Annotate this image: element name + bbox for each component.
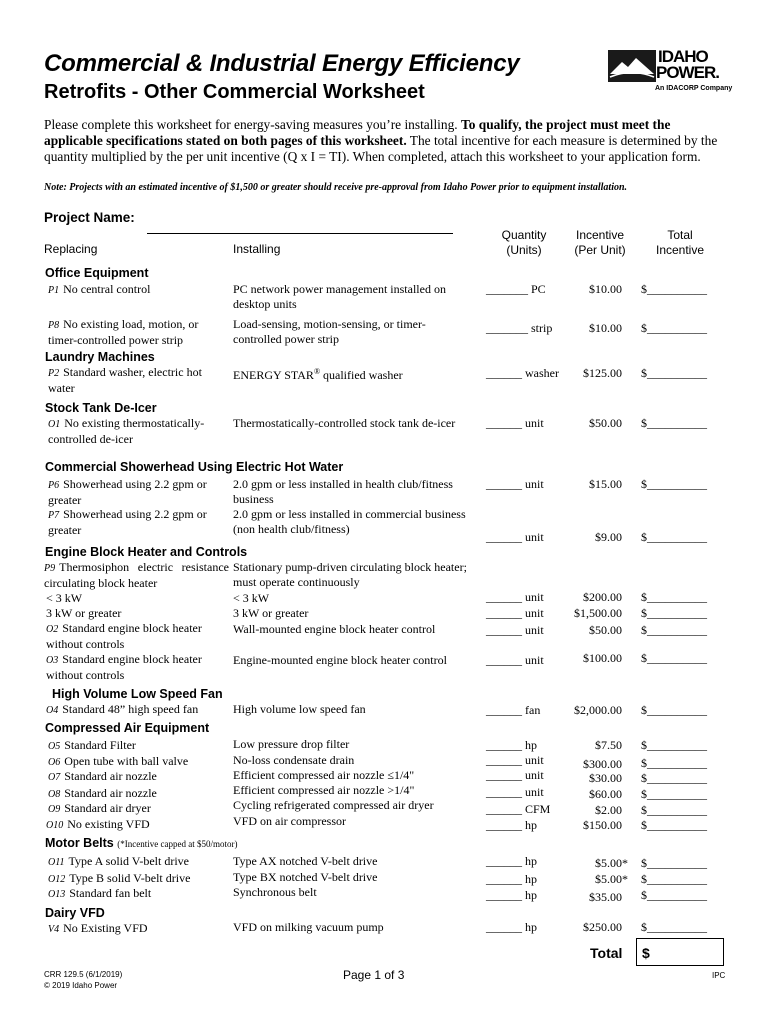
row-p1-quantity[interactable]: _______ PC bbox=[486, 282, 546, 296]
project-name-field[interactable] bbox=[147, 217, 453, 234]
row-o8-quantity[interactable]: ______ unit bbox=[486, 785, 544, 799]
row-o11-incentive: $5.00* bbox=[595, 856, 628, 870]
total-label: Total bbox=[590, 945, 623, 961]
row-o11-total[interactable]: $__________ bbox=[641, 856, 707, 870]
row-o9-incentive: $2.00 bbox=[595, 803, 622, 817]
row-p1-replacing: P1 No central control bbox=[48, 282, 151, 296]
row-p6-total[interactable]: $__________ bbox=[641, 477, 707, 491]
row-o13-quantity[interactable]: ______ hp bbox=[486, 888, 537, 902]
project-name-label: Project Name: bbox=[44, 210, 135, 225]
row-v4-incentive: $250.00 bbox=[583, 920, 622, 934]
row-o11-quantity[interactable]: ______ hp bbox=[486, 854, 537, 868]
row-o12-incentive: $5.00* bbox=[595, 872, 628, 886]
row-o7-total[interactable]: $__________ bbox=[641, 771, 707, 785]
logo-text-line1: IDAHO bbox=[658, 47, 708, 66]
row-o6-total[interactable]: $__________ bbox=[641, 756, 707, 770]
row-p9b-replacing: 3 kW or greater bbox=[46, 606, 122, 620]
col-installing: Installing bbox=[233, 242, 281, 256]
row-o9-total[interactable]: $__________ bbox=[641, 803, 707, 817]
row-o6-installing: No-loss condensate drain bbox=[233, 753, 355, 767]
row-o1-installing: Thermostatically-controlled stock tank de-icer bbox=[233, 416, 456, 430]
col-total: Total Incentive bbox=[655, 228, 705, 257]
row-o12-quantity[interactable]: ______ hp bbox=[486, 872, 537, 886]
row-o10-replacing: O10 No existing VFD bbox=[46, 817, 150, 831]
category-engine-block-heater: Engine Block Heater and Controls bbox=[45, 545, 248, 559]
logo-mountain-icon bbox=[608, 50, 656, 82]
row-o9-replacing: O9 Standard air dryer bbox=[48, 801, 151, 815]
logo-text-line2: POWER. bbox=[656, 63, 719, 82]
row-p2-total[interactable]: $__________ bbox=[641, 366, 707, 380]
row-o12-installing: Type BX notched V-belt drive bbox=[233, 870, 378, 884]
row-o4-total[interactable]: $__________ bbox=[641, 703, 707, 717]
row-p9b-quantity[interactable]: ______ unit bbox=[486, 606, 544, 620]
row-o3-total[interactable]: $__________ bbox=[641, 651, 707, 665]
row-o8-installing: Efficient compressed air nozzle >1/4" bbox=[233, 783, 415, 797]
row-o9-installing: Cycling refrigerated compressed air dryer bbox=[233, 798, 434, 812]
row-p9b-installing: 3 kW or greater bbox=[233, 606, 309, 620]
row-o12-replacing: O12 Type B solid V-belt drive bbox=[48, 871, 191, 885]
col-replacing: Replacing bbox=[44, 242, 98, 256]
row-v4-installing: VFD on milking vacuum pump bbox=[233, 920, 384, 934]
row-o7-incentive: $30.00 bbox=[589, 771, 622, 785]
row-o1-replacing: O1 No existing thermostatically-controlled de-icer bbox=[48, 416, 205, 446]
row-o1-total[interactable]: $__________ bbox=[641, 416, 707, 430]
total-field[interactable] bbox=[636, 938, 724, 966]
row-p1-total[interactable]: $__________ bbox=[641, 282, 707, 296]
row-o12-total[interactable]: $__________ bbox=[641, 872, 707, 886]
motor-belts-cap-note: (*Incentive capped at $50/motor) bbox=[117, 839, 238, 849]
row-o7-quantity[interactable]: ______ unit bbox=[486, 768, 544, 782]
row-o5-replacing: O5 Standard Filter bbox=[48, 738, 136, 752]
row-o8-replacing: O8 Standard air nozzle bbox=[48, 786, 157, 800]
row-o8-incentive: $60.00 bbox=[589, 787, 622, 801]
row-o3-installing: Engine-mounted engine block heater control bbox=[233, 653, 447, 667]
row-p9-replacing: P9 Thermosiphon electric resistance circulating block heater bbox=[44, 560, 229, 590]
row-o10-installing: VFD on air compressor bbox=[233, 814, 346, 828]
row-o10-incentive: $150.00 bbox=[583, 818, 622, 832]
row-v4-quantity[interactable]: ______ hp bbox=[486, 920, 537, 934]
row-o2-quantity[interactable]: ______ unit bbox=[486, 623, 544, 637]
row-o13-incentive: $35.00 bbox=[589, 890, 622, 904]
row-o5-total[interactable]: $__________ bbox=[641, 738, 707, 752]
row-o13-installing: Synchronous belt bbox=[233, 885, 317, 899]
row-o6-replacing: O6 Open tube with ball valve bbox=[48, 754, 189, 768]
row-v4-replacing: V4 No Existing VFD bbox=[48, 921, 148, 935]
row-p6-replacing: P6 Showerhead using 2.2 gpm or greater bbox=[48, 477, 207, 507]
page-title: Commercial & Industrial Energy Efficiency bbox=[44, 50, 520, 77]
row-p7-incentive: $9.00 bbox=[595, 530, 622, 544]
row-v4-total[interactable]: $__________ bbox=[641, 920, 707, 934]
row-o5-installing: Low pressure drop filter bbox=[233, 737, 350, 751]
intro-bold: To qualify, the project must meet the applicable specifications stated on both pages of this worksheet. bbox=[44, 117, 671, 148]
category-commercial-showerhead: Commercial Showerhead Using Electric Hot Water bbox=[45, 460, 344, 474]
row-p7-quantity[interactable]: ______ unit bbox=[486, 530, 544, 544]
row-p7-total[interactable]: $__________ bbox=[641, 530, 707, 544]
row-p9a-installing: < 3 kW bbox=[233, 591, 270, 605]
col-incentive: Incentive (Per Unit) bbox=[574, 228, 626, 257]
row-o4-incentive: $2,000.00 bbox=[574, 703, 622, 717]
row-o4-quantity[interactable]: ______ fan bbox=[486, 703, 541, 717]
row-o5-incentive: $7.50 bbox=[595, 738, 622, 752]
row-o13-replacing: O13 Standard fan belt bbox=[48, 886, 152, 900]
row-p8-total[interactable]: $__________ bbox=[641, 321, 707, 335]
category-laundry-machines: Laundry Machines bbox=[45, 350, 155, 364]
category-office-equipment: Office Equipment bbox=[45, 266, 149, 280]
row-p8-installing: Load-sensing, motion-sensing, or timer-controlled power strip bbox=[233, 317, 426, 346]
row-p2-incentive: $125.00 bbox=[583, 366, 622, 380]
row-o9-quantity[interactable]: ______ CFM bbox=[486, 802, 551, 816]
row-p2-replacing: P2 Standard washer, electric hot water bbox=[48, 365, 202, 395]
logo-tagline: An IDACORP Company bbox=[655, 85, 733, 92]
category-hvls-fan: High Volume Low Speed Fan bbox=[52, 687, 223, 701]
row-o11-replacing: O11 Type A solid V-belt drive bbox=[48, 854, 189, 868]
footer-copyright: © 2019 Idaho Power bbox=[44, 981, 118, 990]
page-subtitle: Retrofits - Other Commercial Worksheet bbox=[44, 81, 425, 103]
row-p2-quantity[interactable]: ______ washer bbox=[486, 366, 559, 380]
category-motor-belts: Motor Belts (*Incentive capped at $50/motor) bbox=[45, 836, 238, 850]
row-o10-quantity[interactable]: ______ hp bbox=[486, 818, 537, 832]
row-p6-incentive: $15.00 bbox=[589, 477, 622, 491]
footer-code: IPC bbox=[712, 971, 726, 980]
row-o1-quantity[interactable]: ______ unit bbox=[486, 416, 544, 430]
footer-form-id: CRR 129.5 (6/1/2019) bbox=[44, 970, 123, 979]
row-p6-installing: 2.0 gpm or less installed in health club/fitness business bbox=[233, 477, 453, 506]
row-p9a-total[interactable]: $__________ bbox=[641, 590, 707, 604]
row-p9b-total[interactable]: $__________ bbox=[641, 606, 707, 620]
row-o3-incentive: $100.00 bbox=[583, 651, 622, 665]
category-compressed-air: Compressed Air Equipment bbox=[45, 721, 210, 735]
row-p9a-replacing: < 3 kW bbox=[46, 591, 83, 605]
row-o13-total[interactable]: $__________ bbox=[641, 888, 707, 902]
row-o11-installing: Type AX notched V-belt drive bbox=[233, 854, 378, 868]
intro-part2: The total incentive for each measure is determined by the quantity multiplied by the per unit incentive (Q x I = TI). When completed, attach this worksheet to your application form. bbox=[44, 133, 718, 164]
pre-approval-note: Note: Projects with an estimated incentive of $1,500 or greater should receive pre-approval from Idaho Power prior to equipment installation. bbox=[44, 182, 628, 193]
footer-page-number: Page 1 of 3 bbox=[343, 968, 405, 982]
row-p7-replacing: P7 Showerhead using 2.2 gpm or greater bbox=[48, 507, 207, 537]
row-o6-quantity[interactable]: ______ unit bbox=[486, 753, 544, 767]
row-o5-quantity[interactable]: ______ hp bbox=[486, 738, 537, 752]
row-o1-incentive: $50.00 bbox=[589, 416, 622, 430]
row-p2-installing: ENERGY STAR® qualified washer bbox=[233, 367, 403, 382]
total-dollar-sign: $ bbox=[642, 945, 650, 961]
row-o6-incentive: $300.00 bbox=[583, 757, 622, 771]
row-p8-replacing: P8 No existing load, motion, or timer-controlled power strip bbox=[48, 317, 199, 347]
row-o10-total[interactable]: $__________ bbox=[641, 818, 707, 832]
row-p9-installing: Stationary pump-driven circulating block heater; must operate continuously bbox=[233, 560, 467, 589]
row-o4-installing: High volume low speed fan bbox=[233, 702, 366, 716]
row-p7-installing: 2.0 gpm or less installed in commercial business (non health club/fitness) bbox=[233, 507, 466, 536]
row-o3-quantity[interactable]: ______ unit bbox=[486, 653, 544, 667]
row-p9a-quantity[interactable]: ______ unit bbox=[486, 590, 544, 604]
row-o7-replacing: O7 Standard air nozzle bbox=[48, 769, 157, 783]
row-o8-total[interactable]: $__________ bbox=[641, 787, 707, 801]
row-o2-incentive: $50.00 bbox=[589, 623, 622, 637]
row-p9a-incentive: $200.00 bbox=[583, 590, 622, 604]
row-p8-incentive: $10.00 bbox=[589, 321, 622, 335]
row-p9b-incentive: $1,500.00 bbox=[574, 606, 622, 620]
row-o7-installing: Efficient compressed air nozzle ≤1/4" bbox=[233, 768, 415, 782]
row-o2-total[interactable]: $__________ bbox=[641, 623, 707, 637]
col-quantity: Quantity (Units) bbox=[501, 228, 547, 257]
row-p1-incentive: $10.00 bbox=[589, 282, 622, 296]
row-p1-installing: PC network power management installed on desktop units bbox=[233, 282, 446, 311]
row-p6-quantity[interactable]: ______ unit bbox=[486, 477, 544, 491]
row-o3-replacing: O3 Standard engine block heater without controls bbox=[46, 652, 202, 682]
row-o2-replacing: O2 Standard engine block heater without controls bbox=[46, 621, 202, 651]
intro-paragraph bbox=[44, 117, 724, 165]
row-p8-quantity[interactable]: _______ strip bbox=[486, 321, 553, 335]
category-stock-tank-de-icer: Stock Tank De-Icer bbox=[45, 401, 157, 415]
category-dairy-vfd: Dairy VFD bbox=[45, 906, 105, 920]
row-o4-replacing: O4 Standard 48” high speed fan bbox=[46, 702, 199, 716]
intro-part1: Please complete this worksheet for energy-saving measures you’re installing. bbox=[44, 117, 458, 132]
row-o2-installing: Wall-mounted engine block heater control bbox=[233, 622, 436, 636]
